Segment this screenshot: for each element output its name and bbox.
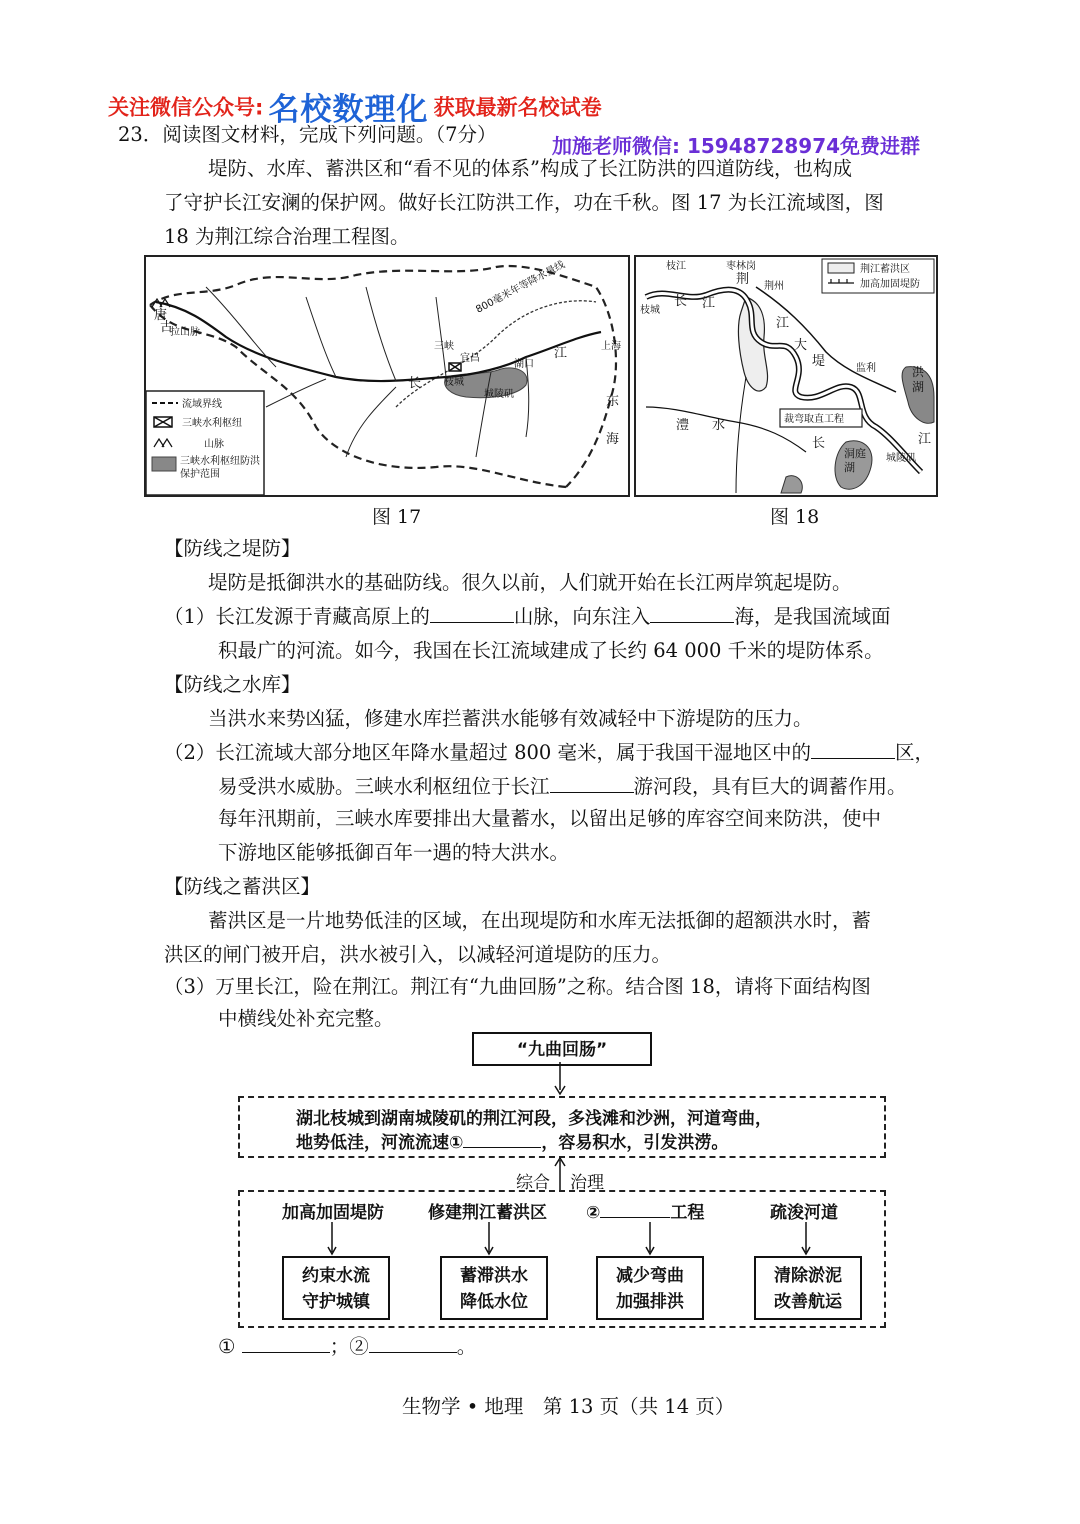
section-storage-text-2: 洪区的闸门被开启，洪水被引入，以减轻河道堤防的压力。 [164,943,672,966]
arrow-col-4 [799,1222,813,1256]
answer-blank-sea[interactable] [650,604,734,623]
figure-18-map [634,255,938,497]
label-jiang3-18: 江 [918,432,932,447]
flow-desc-2b: ，容易积水，引发洪涝。 [541,1133,729,1153]
measure-box-4 [754,1256,862,1320]
figure-17-map [144,255,630,497]
intro-line-3: 18 为荆江综合治理工程图。 [164,225,410,248]
answer-field-1[interactable] [242,1334,330,1353]
measure-head-1: 加高加固堤防 [282,1203,384,1223]
measure-box-1 [282,1256,390,1320]
answer-label-1: ① [218,1335,236,1358]
legend-mountain: 山脉 [204,439,224,450]
measure-box-3-line-1: 减少弯曲 [616,1266,684,1286]
banner-suffix: 获取最新名校试卷 [433,95,602,120]
label-chang2-18: 长 [812,436,826,451]
label-zhicheng-18: 枝城 [640,305,660,316]
label-cut-project: 裁弯取直工程 [784,414,844,425]
label-shanghai: 上海 [601,341,621,352]
arrow-col-1 [325,1222,339,1256]
arrow-col-3 [643,1222,657,1256]
q2-part-c: 易受洪水威胁。三峡水利枢纽位于长江 [218,775,550,798]
label-isohyet: 800毫米年等降水量线 [474,259,567,316]
measure-head-3 [586,1198,704,1223]
question-1-line-1 [164,600,890,634]
legend-flood-zone: 三峡水利枢纽防洪保护范围 [180,456,260,480]
answer-field-2[interactable] [369,1334,457,1353]
section-storage-title: 【防线之蓄洪区】 [164,875,321,898]
question-2-line-1 [164,736,934,770]
label-dong: 东 [606,394,620,409]
legend-levee: 加高加固堤防 [860,279,920,290]
answer-blank-1[interactable] [463,1129,541,1148]
banner-brand: 名校数理化 [268,92,429,128]
label-shui: 水 [712,418,726,433]
label-comprehensive: 综合 [516,1173,550,1193]
measure-box-2-line-1: 蓄滞洪水 [460,1266,528,1286]
label-zhijiang: 枝江 [666,261,686,272]
flow-title-box: “九曲回肠” [472,1032,652,1066]
yangtze-main-river [156,302,601,381]
q2-part-d: 游河段，具有巨大的调蓄作用。 [633,775,907,798]
label-hukou: 湖口 [514,359,534,370]
q1-part-c: 海，是我国流域面 [734,605,891,628]
arrow-col-2 [482,1222,496,1256]
label-tanggula-1: 唐 [154,308,168,323]
label-tanggula-2: 古 [160,320,174,335]
label-jiang: 江 [554,346,568,361]
measure-head-3-num: ② [586,1203,601,1223]
label-honghu: 洪湖 [912,365,925,394]
question-1-line-2: 积最广的河流。如今，我国在长江流域建成了长约 64 000 千米的堤防体系。 [218,639,884,662]
label-jingzhou: 荆州 [764,281,784,292]
banner-prefix: 关注微信公众号: [108,95,264,120]
figure-17-legend [146,391,264,495]
label-chenglingji-18: 城陵矶 [886,453,916,464]
label-zhicheng: 枝城 [444,377,464,388]
question-2-line-3: 每年汛期前，三峡水库要排出大量蓄水，以留出足够的库容空间来防洪，使中 [218,807,882,830]
figure-18-legend [822,259,934,293]
yangtze-basin-map [146,257,628,495]
section-levee-title: 【防线之堤防】 [164,537,301,560]
q1-part-b: 山脉，向东注入 [513,605,651,628]
question-2-line-4: 下游地区能够抵御百年一遇的特大洪水。 [218,841,570,864]
measure-box-3-line-2: 加强排洪 [616,1292,684,1312]
label-zaolingang: 枣林岗 [726,261,756,272]
intro-line-1: 堤防、水库、蓄洪区和“看不见的体系”构成了长江防洪的四道防线，也构成 [208,157,852,180]
label-jiang2-18: 江 [776,316,790,331]
question-3-line-2: 中横线处补充完整。 [218,1007,394,1030]
question-3-line-1: （3）万里长江，险在荆江。荆江有“九曲回肠”之称。结合图 18，请将下面结构图 [164,975,871,998]
dam-icon [449,363,461,371]
label-chang-18: 长 [674,294,688,309]
label-li: 澧 [676,418,690,433]
figure-18-caption: 图 18 [770,506,820,528]
label-jiang-18: 江 [702,296,716,311]
q1-part-a: （1）长江发源于青藏高原上的 [164,605,430,628]
section-reservoir-text: 当洪水来势凶猛，修建水库拦蓄洪水能够有效减轻中下游堤防的压力。 [208,707,813,730]
section-levee-text: 堤防是抵御洪水的基础防线。很久以前，人们就开始在长江两岸筑起堤防。 [208,571,852,594]
jingjiang-map [636,257,936,495]
answer-end: 。 [456,1335,477,1358]
question-header: 23．阅读图文材料，完成下列问题。（7分） [118,123,497,146]
q2-part-b: 区， [895,741,935,764]
label-governance: 治理 [570,1173,604,1193]
measure-box-1-line-1: 约束水流 [302,1266,370,1286]
answer-line [218,1330,476,1364]
jingjiang-levee [756,287,896,392]
section-reservoir-title: 【防线之水库】 [164,673,301,696]
wechat-contact: 加施老师微信: 15948728974免费进群 [552,134,921,158]
legend-flood-area: 荆江蓄洪区 [860,264,910,275]
question-2-line-2 [218,770,907,804]
measure-box-3 [596,1256,704,1320]
flow-desc-line-1: 湖北枝城到湖南城陵矶的荆江河段，多浅滩和沙洲，河道弯曲， [296,1109,772,1129]
flow-desc-2a: 地势低洼，河流流速① [296,1133,464,1153]
section-storage-text-1: 蓄洪区是一片地势低洼的区域，在出现堤防和水库无法抵御的超额洪水时，蓄 [208,909,872,932]
legend-boundary: 流域界线 [182,399,222,410]
flow-desc-line-2 [296,1128,728,1153]
answer-blank-reach[interactable] [550,774,634,793]
measure-head-3-tail: 工程 [670,1203,705,1223]
label-chenglingji: 城陵矶 [484,389,514,400]
label-jing: 荆 [736,272,750,287]
small-lake [781,476,802,493]
measure-box-2 [440,1256,548,1320]
page-footer: 生物学 • 地理 第 13 页（共 14 页） [402,1395,735,1418]
measure-box-4-line-1: 清除淤泥 [774,1266,842,1286]
answer-blank-mountain[interactable] [430,604,514,623]
measure-box-1-line-2: 守护城镇 [302,1292,370,1312]
measure-box-2-line-2: 降低水位 [460,1292,528,1312]
label-di: 堤 [812,354,826,369]
q2-part-a: （2）长江流域大部分地区年降水量超过 800 毫米，属于我国干湿地区中的 [164,741,812,764]
label-dongting: 洞庭湖 [844,447,866,474]
label-da: 大 [794,338,808,353]
label-tanggula-3: 拉山脉 [170,327,200,338]
measure-box-4-line-2: 改善航运 [774,1292,842,1312]
tributary-south [736,377,746,493]
answer-blank-region[interactable] [811,740,895,759]
measure-head-4: 疏浚河道 [770,1203,838,1223]
intro-line-2: 了守护长江安澜的保护网。做好长江防洪工作，功在千秋。图 17 为长江流域图，图 [164,191,884,214]
answer-separator: ；② [329,1335,369,1358]
answer-blank-2[interactable] [600,1199,670,1218]
measure-head-2: 修建荆江蓄洪区 [428,1203,547,1223]
arrow-down-1 [550,1062,570,1096]
label-yichang: 宜昌 [460,353,480,364]
arrow-up [552,1156,568,1190]
label-chang: 长 [408,376,422,391]
label-jianli: 监利 [856,363,876,374]
label-hai: 海 [606,432,620,447]
figure-17-caption: 图 17 [372,506,422,528]
label-sanxia: 三峡 [434,341,454,352]
legend-dam: 三峡水利枢纽 [182,418,242,429]
